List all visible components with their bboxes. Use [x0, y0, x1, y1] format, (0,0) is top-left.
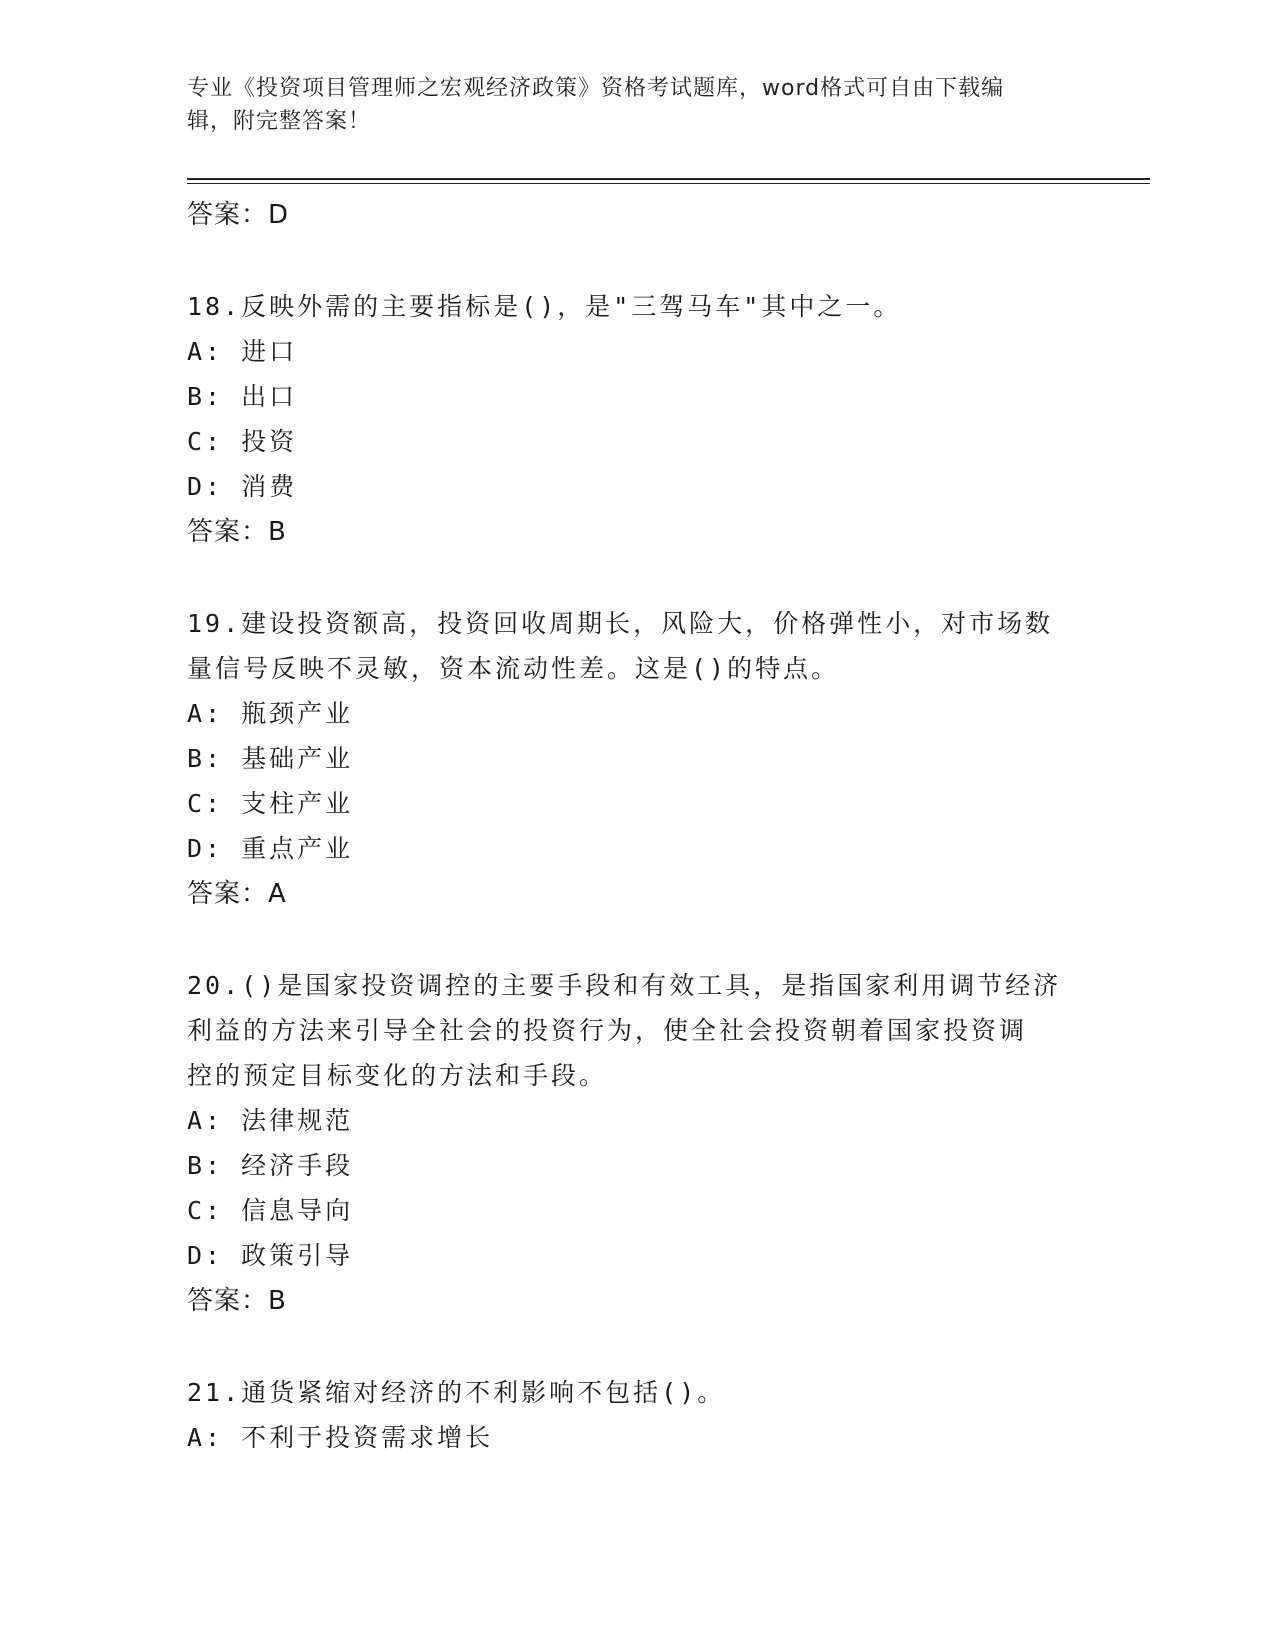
question-18: [187, 284, 1087, 555]
stem-line: 控的预定目标变化的方法和手段。: [187, 1061, 608, 1090]
question-stem: [187, 963, 1087, 1098]
option-a: A: 进口: [187, 337, 298, 366]
option-c: C: 投资: [187, 427, 298, 456]
header-line-2: 辑，附完整答案！: [187, 109, 372, 134]
option-b: B: 经济手段: [187, 1151, 354, 1180]
option-d: D: 政策引导: [187, 1241, 354, 1270]
header-divider-thin: [187, 183, 1150, 184]
answer: 答案：B: [187, 1286, 287, 1316]
option-c: C: 支柱产业: [187, 789, 354, 818]
question-21: [187, 1370, 1087, 1460]
option-c: C: 信息导向: [187, 1196, 354, 1225]
option-a: A: 法律规范: [187, 1106, 354, 1135]
question-stem: [187, 1370, 1087, 1415]
question-stem: [187, 601, 1087, 691]
option-d: D: 消费: [187, 472, 298, 501]
answer: 答案：B: [187, 517, 287, 547]
stem-line: 21.通货紧缩对经济的不利影响不包括()。: [187, 1378, 726, 1407]
header-divider-thick: [187, 178, 1150, 180]
question-stem: [187, 284, 1087, 329]
question-list: [187, 188, 1087, 1460]
stem-line: 量信号反映不灵敏，资本流动性差。这是()的特点。: [187, 654, 840, 683]
option-d: D: 重点产业: [187, 834, 354, 863]
answer: 答案：A: [187, 879, 287, 909]
stem-line: 利益的方法来引导全社会的投资行为，使全社会投资朝着国家投资调: [187, 1016, 1028, 1045]
option-a: A: 瓶颈产业: [187, 699, 354, 728]
stem-line: 20.()是国家投资调控的主要手段和有效工具，是指国家利用调节经济: [187, 971, 1062, 1000]
option-b: B: 出口: [187, 382, 298, 411]
question-19: [187, 601, 1087, 917]
previous-answer: 答案：D: [187, 200, 290, 230]
option-b: B: 基础产业: [187, 744, 354, 773]
stem-line: 19.建设投资额高，投资回收周期长，风险大，价格弹性小，对市场数: [187, 609, 1054, 638]
question-20: [187, 963, 1087, 1324]
header-line-1: 专业《投资项目管理师之宏观经济政策》资格考试题库，word格式可自由下载编: [187, 76, 1005, 101]
stem-line: 18.反映外需的主要指标是()，是"三驾马车"其中之一。: [187, 292, 902, 321]
option-a: A: 不利于投资需求增长: [187, 1423, 494, 1452]
document-header: [187, 72, 1067, 138]
